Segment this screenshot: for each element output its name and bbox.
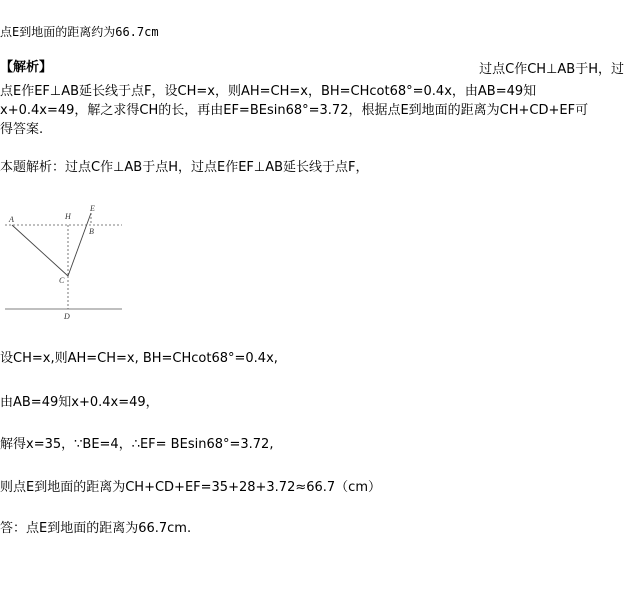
label-c: C [59,276,65,285]
label-d: D [64,312,70,321]
geometry-figure [0,203,130,323]
label-a: A [9,215,14,224]
analysis-title: 【解析】 [0,60,53,75]
solution-step3: 解得x=35，∵BE=4，∴EF= BEsin68°=3.72, [0,437,274,452]
label-b: B [89,227,94,236]
analysis-line1: 过点C作CH⊥AB于H，过 [479,62,624,77]
segment-ce [68,213,91,276]
label-e: E [90,204,95,213]
solution-step4: 则点E到地面的距离为CH+CD+EF=35+28+3.72≈66.7（cm） [0,480,381,495]
analysis-line3: x+0.4x=49，解之求得CH的长，再由EF=BEsin68°=3.72，根据点E到地面的距离为CH+CD+EF可 [0,103,589,118]
label-h: H [65,212,71,221]
solution-step2: 由AB=49知x+0.4x=49， [0,395,159,410]
segment-ac [12,225,68,276]
analysis-line4: 得答案. [0,122,44,137]
solution-final: 答：点E到地面的距离为66.7cm. [0,521,192,536]
solution-intro: 本题解析：过点C作⊥AB于点H，过点E作EF⊥AB延长线于点F， [0,160,369,175]
answer-header: 点E到地面的距离约为66.7cm [0,25,159,39]
solution-step1: 设CH=x,则AH=CH=x, BH=CHcot68°=0.4x, [0,351,278,366]
analysis-line2: 点E作EF⊥AB延长线于点F，设CH=x，则AH=CH=x，BH=CHcot68°=0.4x，由AB=49知 [0,84,537,99]
